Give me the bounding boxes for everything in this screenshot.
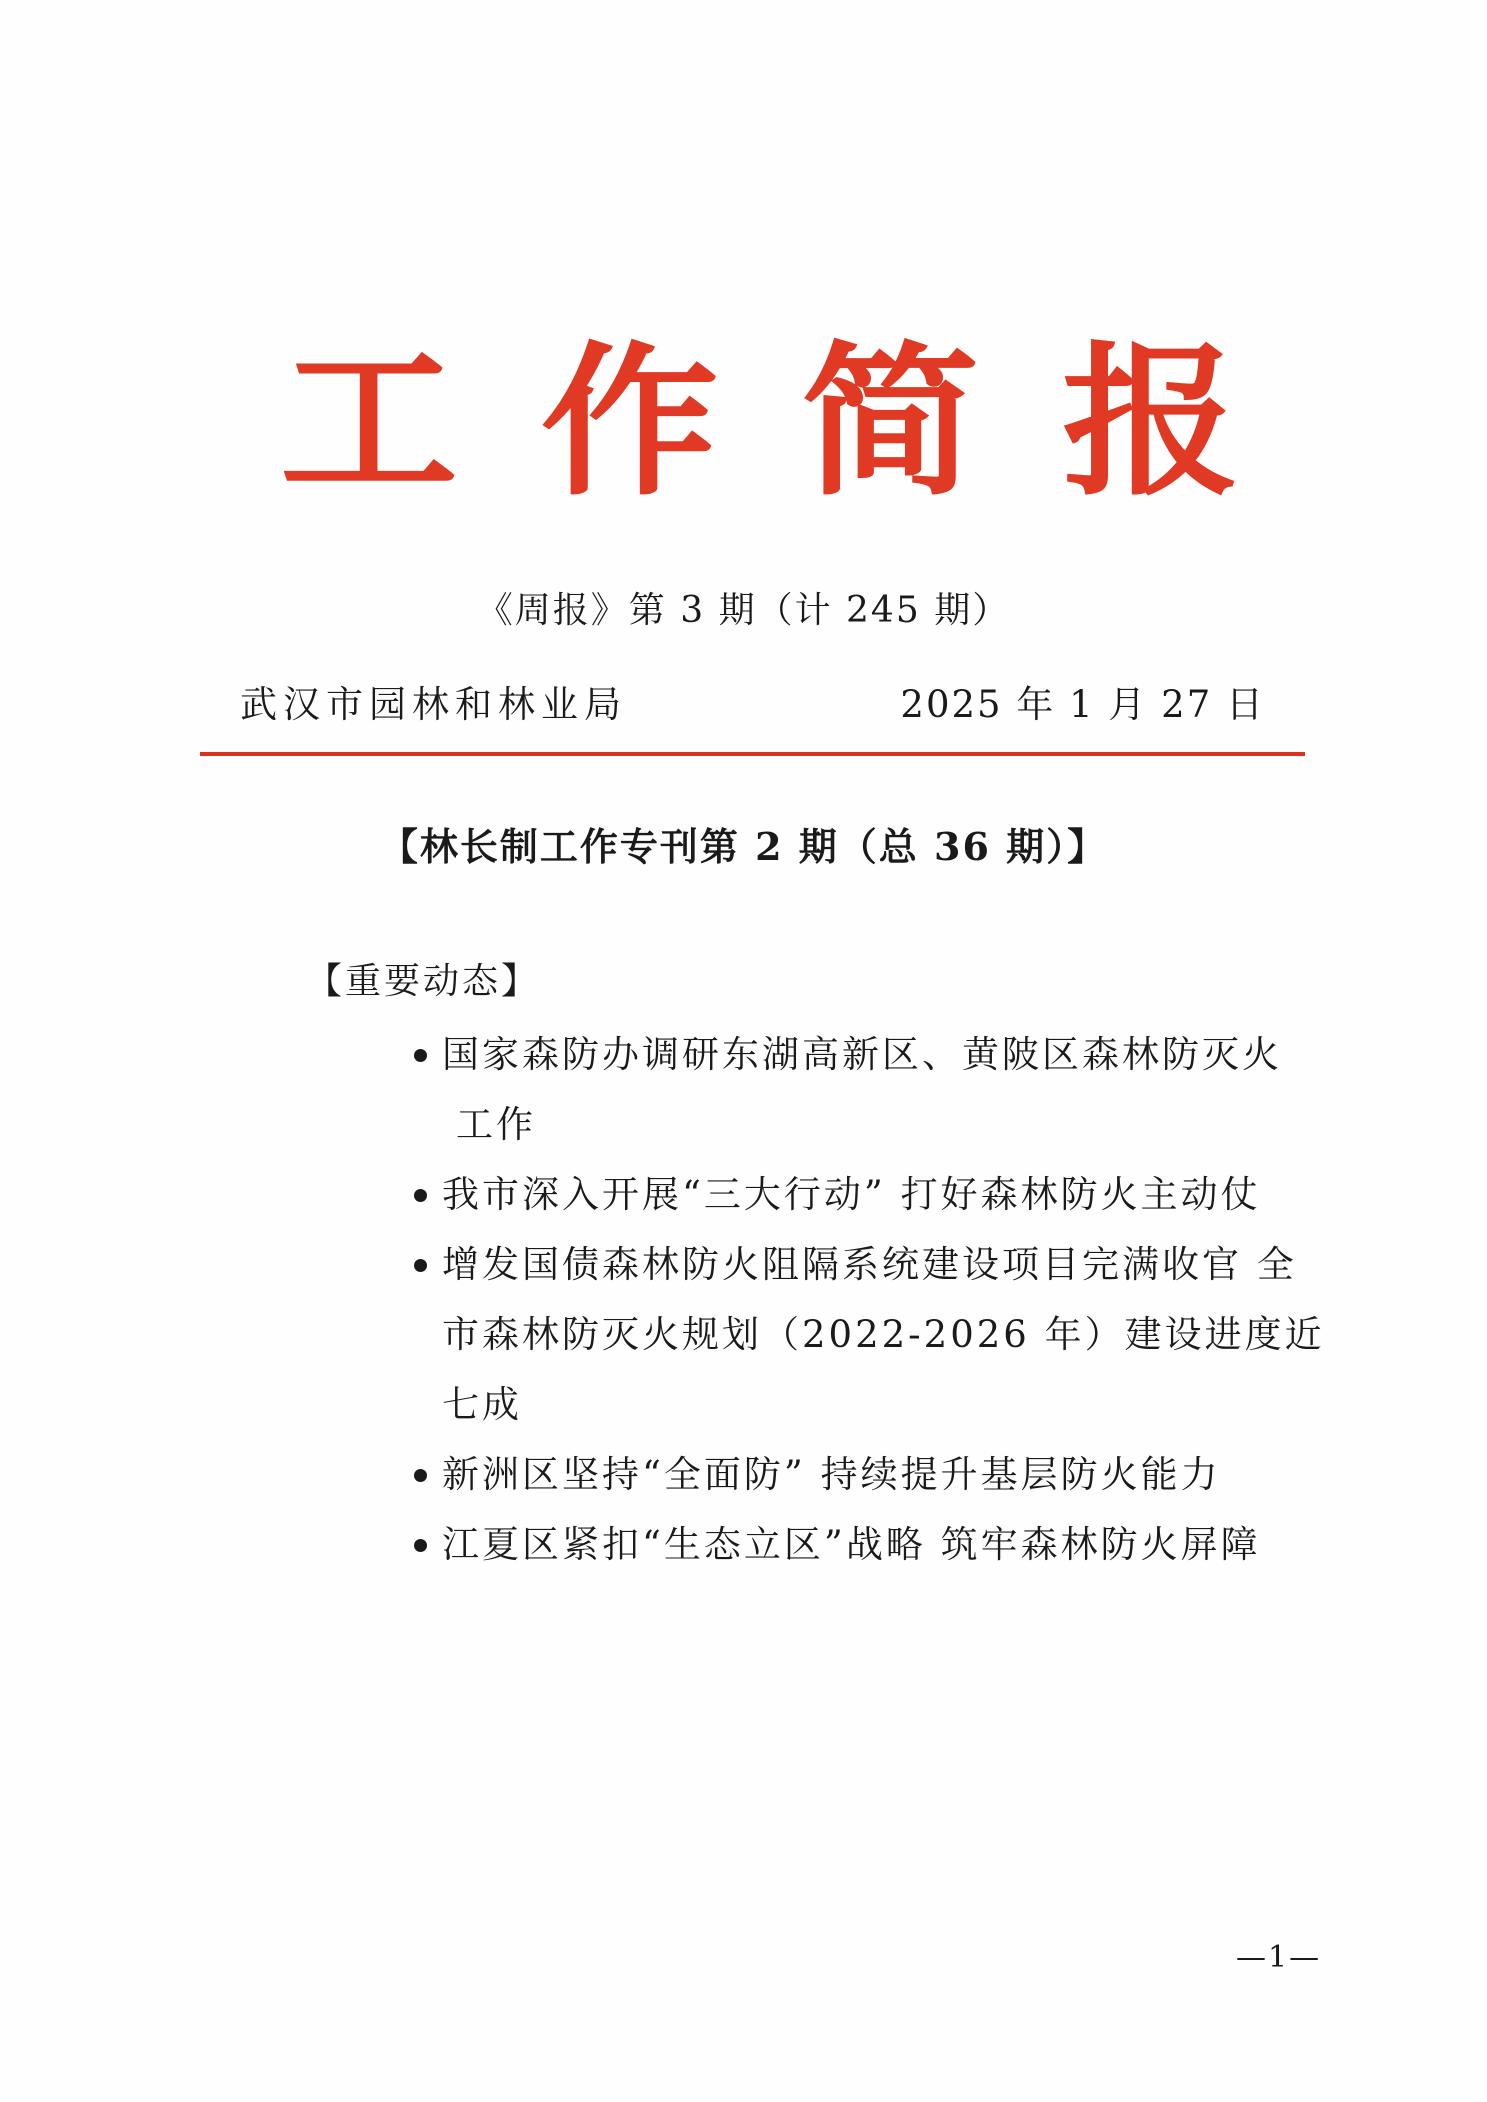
list-item-text: 新洲区坚持“全面防” 持续提升基层防火能力 (442, 1453, 1221, 1496)
bullet-icon (414, 1189, 427, 1202)
list-item-text: 增发国债森林防火阻隔系统建设项目完满收官 全 (442, 1243, 1297, 1286)
bullet-icon (414, 1469, 427, 1482)
special-issue-title: 【林长制工作专刊第 2 期（总 36 期）】 (379, 824, 1108, 869)
list-item-text: 工作 (456, 1103, 536, 1146)
masthead-char: 工 (280, 325, 458, 518)
list-item (414, 1510, 1344, 1580)
list-item-text: 我市深入开展“三大行动” 打好森林防火主动仗 (442, 1173, 1261, 1216)
list-item (414, 1230, 1344, 1440)
list-item (414, 1440, 1344, 1510)
bullet-icon (414, 1539, 427, 1552)
masthead-char: 报 (1061, 325, 1240, 518)
masthead-title (280, 322, 1240, 522)
news-list (414, 1020, 1344, 1580)
list-item (414, 1020, 1344, 1160)
issue-number: 《周报》第 3 期（计 245 期） (476, 590, 1011, 631)
list-item-text: 市森林防灭火规划（2022-2026 年）建设进度近七成 (442, 1313, 1325, 1426)
section-heading: 【重要动态】 (306, 961, 541, 1002)
list-item-text: 国家森防办调研东湖高新区、黄陂区森林防灭火 (442, 1033, 1282, 1076)
issue-date: 2025 年 1 月 27 日 (900, 683, 1265, 726)
list-item-text: 江夏区紧扣“生态立区”战略 筑牢森林防火屏障 (442, 1523, 1261, 1566)
bullet-icon (414, 1259, 427, 1272)
page-number: —1— (1236, 1940, 1322, 1975)
header-row (240, 674, 1265, 728)
bullet-icon (414, 1049, 427, 1062)
masthead-char: 作 (540, 325, 719, 518)
masthead-char: 简 (801, 325, 980, 518)
red-divider-line (200, 752, 1305, 756)
organization-name: 武汉市园林和林业局 (240, 683, 627, 726)
list-item (414, 1160, 1344, 1230)
